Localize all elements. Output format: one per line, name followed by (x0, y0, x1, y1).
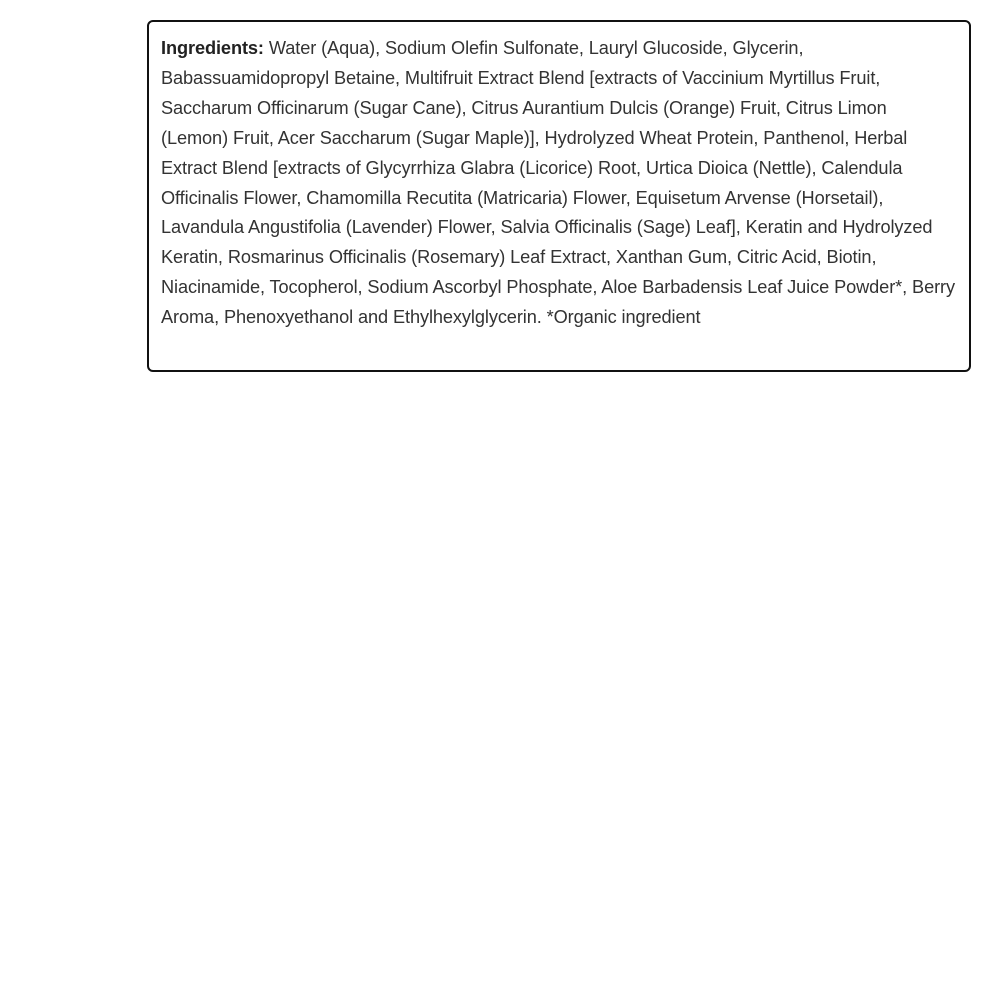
ingredients-list-text: Water (Aqua), Sodium Olefin Sulfonate, Lauryl Glucoside, Glycerin, Babassuamidopropyl Betaine, Multifruit Extract Blend [extracts of Vaccinium Myrtillus Fruit, Saccharum Officinarum (Sugar Cane), Citrus Aurantium Dulcis (Orange) Fruit, Citrus Limon (Lemon) Fruit, Acer Saccharum (Sugar Maple)], Hydrolyzed Wheat Protein, Panthenol, Herbal Extract Blend [extracts of Glycyrrhiza Glabra (Licorice) Root, Urtica Dioica (Nettle), Calendula Officinalis Flower, Chamomilla Recutita (Matricaria) Flower, Equisetum Arvense (Horsetail), Lavandula Angustifolia (Lavender) Flower, Salvia Officinalis (Sage) Leaf], Keratin and Hydrolyzed Keratin, Rosmarinus Officinalis (Rosemary) Leaf Extract, Xanthan Gum, Citric Acid, Biotin, Niacinamide, Tocopherol, Sodium Ascorbyl Phosphate, Aloe Barbadensis Leaf Juice Powder*, Berry Aroma, Phenoxyethanol and Ethylhexylglycerin. *Organic ingredient (161, 38, 955, 328)
ingredients-paragraph (161, 34, 957, 333)
ingredients-box (147, 20, 971, 372)
ingredients-label: Ingredients: (161, 38, 264, 58)
